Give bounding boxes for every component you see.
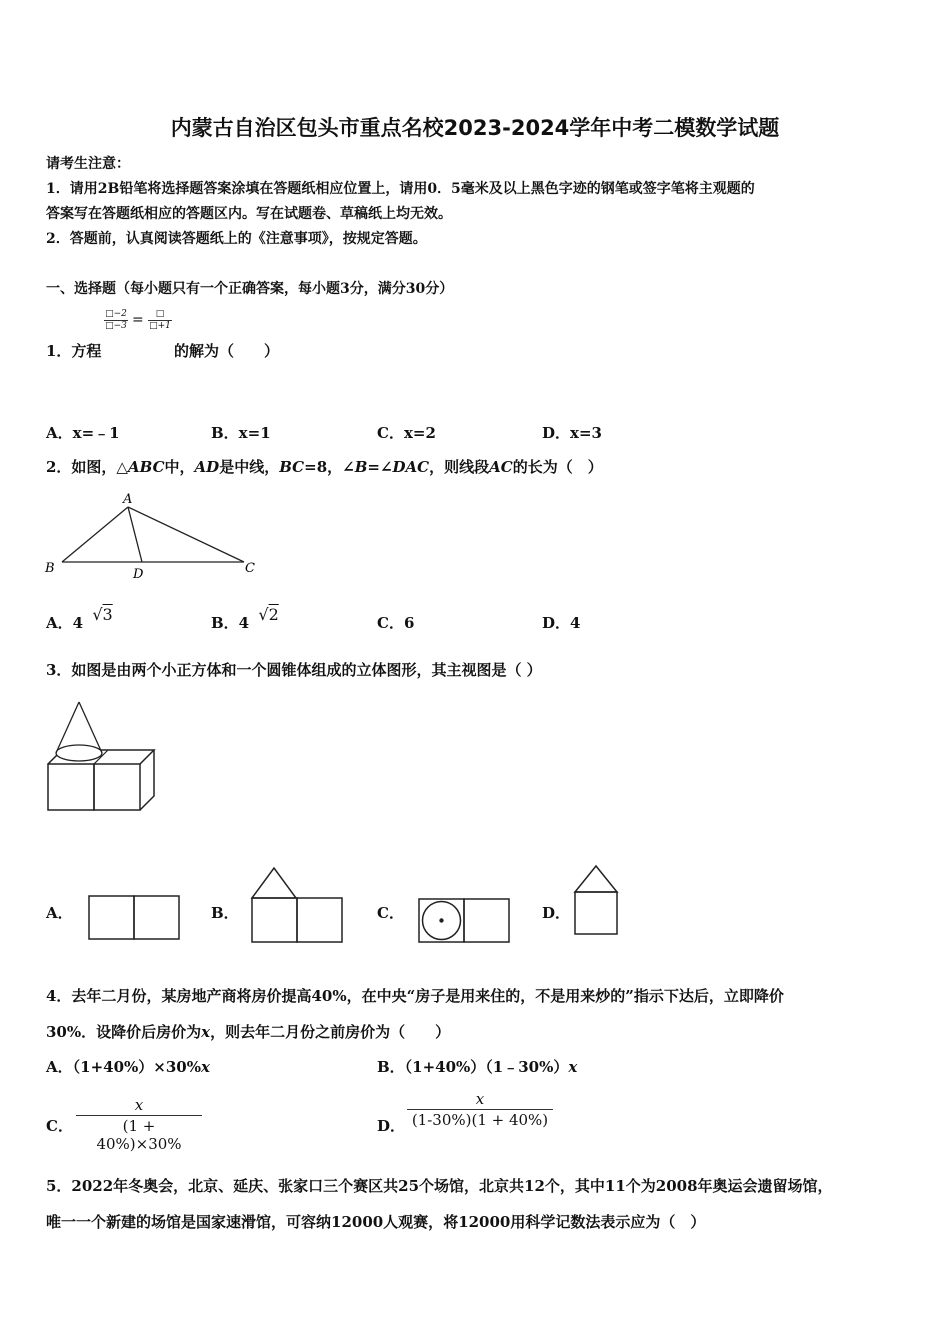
- q3-option-b-label: B．: [211, 904, 239, 922]
- q2-bc: BC: [279, 458, 305, 476]
- q1-right-numerator: □: [155, 309, 165, 319]
- q4-var: x: [201, 1023, 211, 1041]
- q3-stem: 3．如图是由两个小正方体和一个圆锥体组成的立体图形，其主视图是（ ）: [46, 661, 542, 679]
- q2-text-c: 是中线，: [219, 458, 280, 476]
- q4-option-d-fraction: [407, 1090, 553, 1129]
- q1-option-c: C．x=2: [377, 424, 436, 442]
- q1-option-b: B．x=1: [211, 424, 271, 442]
- q2-option-a-radicand: 3: [102, 605, 113, 624]
- q4-option-d-numerator: x: [475, 1090, 485, 1108]
- q2-option-a: [46, 605, 113, 633]
- fraction-bar: [407, 1109, 553, 1110]
- q3-option-b-figure: [251, 865, 343, 945]
- q1-left-fraction: [104, 309, 128, 332]
- q4-option-c-numerator: x: [134, 1096, 144, 1114]
- q2-text-a: 2．如图，△: [46, 458, 128, 476]
- q4-option-b-text: B．（1+40%）（1﹣30%）: [377, 1058, 569, 1076]
- q2-text-e: =∠: [367, 458, 393, 476]
- q4-option-c-fraction: [76, 1096, 202, 1153]
- fraction-bar: [76, 1115, 202, 1116]
- q3-option-c-figure: [418, 898, 510, 944]
- q2-text-g: 的长为（ ）: [512, 458, 603, 476]
- q1-option-d: D．x=3: [542, 424, 602, 442]
- q4-line-2: [46, 1021, 450, 1042]
- notice-heading: 请考生注意：: [46, 156, 130, 172]
- q2-dac: DAC: [392, 458, 430, 476]
- q2-label-a: A: [123, 492, 133, 507]
- q2-text-f: ，则线段: [429, 458, 490, 476]
- q3-solid-figure: [44, 698, 159, 816]
- q1-left-denominator: □−3: [105, 321, 127, 331]
- notice-line-2: 答案写在答题纸相应的答题区内。写在试题卷、草稿纸上均无效。: [46, 206, 452, 222]
- q4-line-2b: ，则去年二月份之前房价为（ ）: [210, 1023, 451, 1041]
- q5-line-1: 5．2022年冬奥会，北京、延庆、张家口三个赛区共25个场馆，北京共12个，其中11个为2008年奥运会遗留场馆，: [46, 1177, 833, 1195]
- sqrt-sign: √2: [258, 605, 279, 624]
- q2-option-d: D．4: [542, 614, 581, 632]
- notice-line-1: 1．请用2B铅笔将选择题答案涂填在答题纸相应位置上，请用0．5毫米及以上黑色字迹的钢笔或签字笔将主观题的: [46, 181, 755, 197]
- q2-option-b-label: B．4: [211, 614, 250, 632]
- q2-label-d: D: [133, 567, 144, 582]
- q3-option-d-figure: [573, 864, 623, 938]
- q2-label-b: B: [45, 561, 55, 576]
- q4-line-1: 4．去年二月份，某房地产商将房价提高40%，在中央“房子是用来住的，不是用来炒的”指示下达后，立即降价: [46, 987, 784, 1005]
- q2-ac: AC: [489, 458, 513, 476]
- q4-option-b-var: x: [568, 1058, 578, 1076]
- q2-text-b: 中，: [164, 458, 195, 476]
- page-title: 内蒙古自治区包头市重点名校2023-2024学年中考二模数学试题: [170, 116, 780, 140]
- q3-option-a-label: A．: [46, 904, 73, 922]
- q4-option-d-label: D．: [377, 1117, 406, 1135]
- q2-option-b-radicand: 2: [268, 605, 279, 624]
- q1-left-numerator: □−2: [105, 309, 127, 319]
- q3-option-a-figure: [88, 895, 180, 941]
- q1-right-fraction: [148, 309, 172, 332]
- q5-line-2: 唯一一个新建的场馆是国家速滑馆，可容纳12000人观赛，将12000用科学记数法表示应为（ ）: [46, 1213, 706, 1231]
- q3-option-c-label: C．: [377, 904, 404, 922]
- q2-b: B: [354, 458, 368, 476]
- q1-equals: =: [132, 312, 144, 328]
- q4-option-d-denominator: (1-30%)(1 + 40%): [411, 1111, 549, 1129]
- q1-right-denominator: □+1: [149, 321, 171, 331]
- q2-triangle-figure: [44, 490, 264, 585]
- q4-option-a: [46, 1056, 210, 1077]
- q2-option-b: [211, 605, 279, 633]
- q3-option-d-label: D．: [542, 904, 571, 922]
- q4-option-b: [377, 1056, 577, 1077]
- notice-line-3: 2．答题前，认真阅读答题纸上的《注意事项》，按规定答题。: [46, 231, 427, 247]
- q2-ad: AD: [194, 458, 220, 476]
- q4-option-a-var: x: [200, 1058, 210, 1076]
- q4-option-a-text: A．（1+40%）×30%: [46, 1058, 201, 1076]
- q1-prefix: 1．方程: [46, 342, 102, 360]
- q2-option-c: C．6: [377, 614, 415, 632]
- q2-option-a-label: A．4: [46, 614, 84, 632]
- q1-suffix: 的解为（ ）: [174, 342, 280, 360]
- q1-option-a: A．x=﹣1: [46, 424, 120, 442]
- q2-label-c: C: [245, 561, 255, 576]
- q2-abc: ABC: [127, 458, 165, 476]
- q2-stem: [46, 456, 603, 477]
- q4-line-2a: 30%．设降价后房价为: [46, 1023, 202, 1041]
- section-heading: 一、选择题（每小题只有一个正确答案，每小题3分，满分30分）: [46, 281, 454, 297]
- q4-option-c-denominator: (1 + 40%)×30%: [96, 1117, 182, 1153]
- q2-text-d: =8，∠: [304, 458, 355, 476]
- q4-option-c-label: C．: [46, 1117, 73, 1135]
- sqrt-sign: √3: [92, 605, 113, 624]
